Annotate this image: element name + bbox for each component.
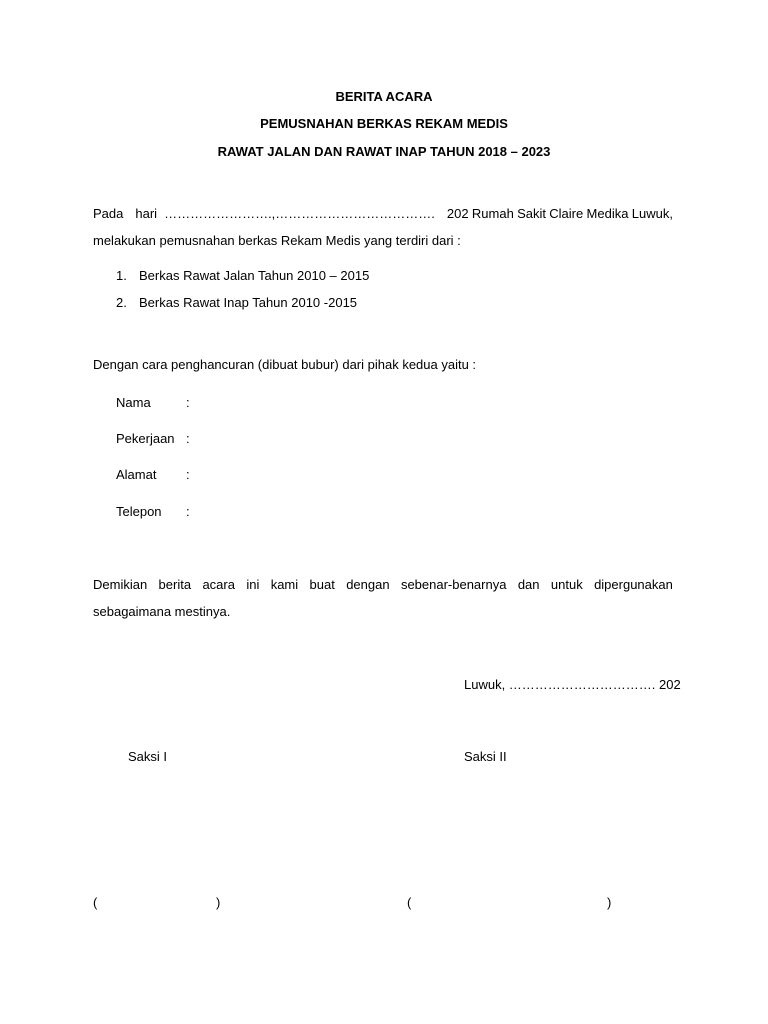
list-item-number: 2. (116, 295, 127, 310)
closing-word: buat (309, 577, 335, 592)
signature-2-open-paren: ( (407, 895, 412, 910)
list-item-text: Berkas Rawat Jalan Tahun 2010 – 2015 (139, 268, 370, 283)
witness-1-label: Saksi I (128, 749, 168, 764)
closing-line-1 (93, 577, 673, 592)
field-label-alamat: Alamat (116, 467, 157, 482)
field-colon: : (186, 467, 190, 482)
closing-word: berita (158, 577, 192, 592)
place-date: Luwuk, ……………………………. 202 (464, 677, 681, 692)
closing-word: dengan (346, 577, 390, 592)
field-colon: : (186, 395, 190, 410)
list-item-text: Berkas Rawat Inap Tahun 2010 -2015 (139, 295, 358, 310)
intro-date-dots: …………………….,………………………………. (164, 206, 435, 221)
title-line-2: PEMUSNAHAN BERKAS REKAM MEDIS (260, 116, 508, 131)
signature-1-close-paren: ) (216, 895, 221, 910)
intro-word: Luwuk, (631, 206, 673, 221)
title-line-1: BERITA ACARA (335, 89, 433, 104)
closing-word: dan (517, 577, 540, 592)
intro-line-1 (93, 206, 673, 221)
closing-word: kami (270, 577, 299, 592)
intro-word: Medika (586, 206, 629, 221)
closing-word: untuk (550, 577, 583, 592)
closing-word: acara (202, 577, 235, 592)
closing-word: ini (246, 577, 260, 592)
signature-1-open-paren: ( (93, 895, 98, 910)
signature-2-close-paren: ) (607, 895, 612, 910)
title-line-3: RAWAT JALAN DAN RAWAT INAP TAHUN 2018 – 2023 (217, 144, 551, 159)
closing-word: dipergunakan (594, 577, 673, 592)
intro-line-2: melakukan pemusnahan berkas Rekam Medis yang terdiri dari : (93, 233, 461, 248)
field-label-pekerjaan: Pekerjaan (116, 431, 175, 446)
field-colon: : (186, 431, 190, 446)
intro-year: 202 (446, 206, 469, 221)
intro-word: Sakit (517, 206, 546, 221)
closing-word: sebenar-benarnya (400, 577, 507, 592)
field-label-telepon: Telepon (116, 504, 162, 519)
intro-word: Claire (549, 206, 584, 221)
witness-2-label: Saksi II (464, 749, 507, 764)
intro-word: Rumah (471, 206, 514, 221)
field-colon: : (186, 504, 190, 519)
intro-word: Pada (93, 206, 124, 221)
closing-line-2: sebagaimana mestinya. (93, 604, 231, 619)
method-paragraph: Dengan cara penghancuran (dibuat bubur) dari pihak kedua yaitu : (93, 357, 477, 372)
intro-word: hari (135, 206, 158, 221)
field-label-nama: Nama (116, 395, 151, 410)
closing-word: Demikian (93, 577, 148, 592)
list-item-number: 1. (116, 268, 127, 283)
